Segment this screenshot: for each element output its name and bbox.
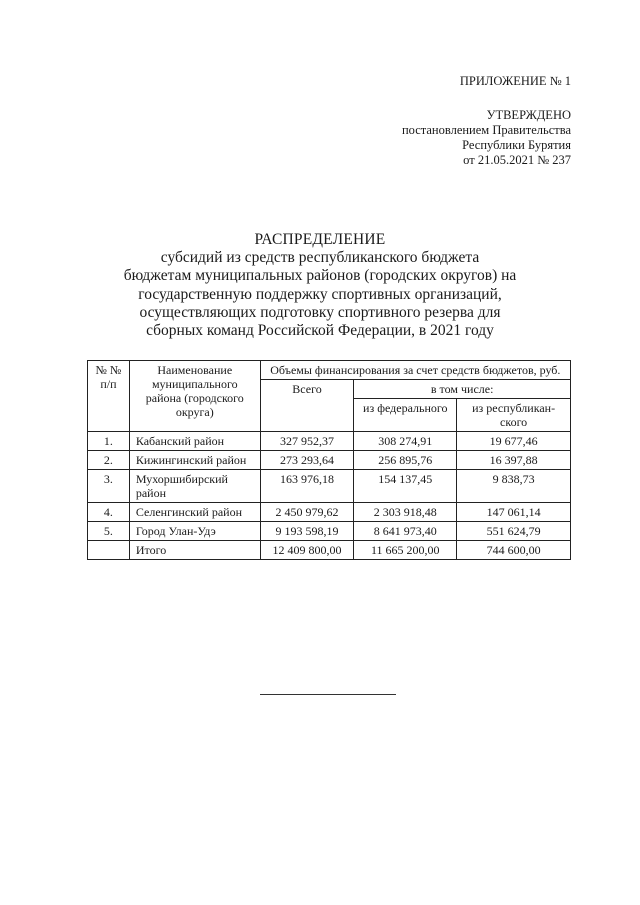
approved-label: УТВЕРЖДЕНО [486,108,571,122]
row-name: Мухоршибирский район [129,470,260,503]
row-federal: 154 137,45 [354,470,457,503]
table-row [88,503,571,522]
row-total: 9 193 598,19 [260,522,354,541]
summary-republican: 744 600,00 [457,541,571,560]
table-row [88,451,571,470]
header-federal: из федерального [354,399,457,432]
row-name: Селенгинский район [129,503,260,522]
header-num-line-1: № № [95,363,122,377]
document-title [0,231,640,340]
row-name: Кабанский район [129,432,260,451]
row-total: 273 293,64 [260,451,354,470]
title-line-2: бюджетам муниципальных районов (городских округов) на [123,267,517,285]
summary-name: Итого [129,541,260,560]
row-republican: 147 061,14 [457,503,571,522]
header-name: Наименование муниципального района (городского округа) [129,361,260,432]
row-total: 163 976,18 [260,470,354,503]
row-federal: 8 641 973,40 [354,522,457,541]
summary-total: 12 409 800,00 [260,541,354,560]
table-row [88,470,571,503]
row-name: Город Улан-Удэ [129,522,260,541]
row-num: 2. [88,451,130,470]
header-num-line-2: п/п [100,377,117,391]
document-header [402,74,571,168]
table-header-row-1 [88,361,571,380]
row-num: 1. [88,432,130,451]
title-line-1: субсидий из средств республиканского бюджета [160,249,480,267]
row-num: 5. [88,522,130,541]
approval-line-2: Республики Бурятия [462,138,571,152]
row-federal: 2 303 918,48 [354,503,457,522]
row-total: 2 450 979,62 [260,503,354,522]
title-line-4: осуществляющих подготовку спортивного резерва для [139,303,501,321]
header-republican: из республикан-ского [457,399,571,432]
row-republican: 16 397,88 [457,451,571,470]
row-name: Кижингинский район [129,451,260,470]
row-num: 4. [88,503,130,522]
title-line-5: сборных команд Российской Федерации, в 2021 году [146,322,494,340]
row-republican: 19 677,46 [457,432,571,451]
distribution-table [87,360,571,560]
title-main: РАСПРЕДЕЛЕНИЕ [254,231,386,248]
approval-line-1: постановлением Правительства [401,123,571,137]
row-republican: 551 624,79 [457,522,571,541]
row-republican: 9 838,73 [457,470,571,503]
header-total: Всего [260,380,354,432]
table-row [88,522,571,541]
header-volume: Объемы финансирования за счет средств бюджетов, руб. [260,361,570,380]
row-federal: 256 895,76 [354,451,457,470]
summary-num [88,541,130,560]
row-total: 327 952,37 [260,432,354,451]
row-federal: 308 274,91 [354,432,457,451]
header-including: в том числе: [354,380,571,399]
header-num [88,361,130,432]
table-summary-row [88,541,571,560]
closing-divider-line [260,694,396,695]
row-num: 3. [88,470,130,503]
approval-line-3: от 21.05.2021 № 237 [463,153,571,167]
title-line-3: государственную поддержку спортивных организаций, [138,285,502,303]
appendix-label: ПРИЛОЖЕНИЕ № 1 [459,74,571,88]
table-row [88,432,571,451]
summary-federal: 11 665 200,00 [354,541,457,560]
